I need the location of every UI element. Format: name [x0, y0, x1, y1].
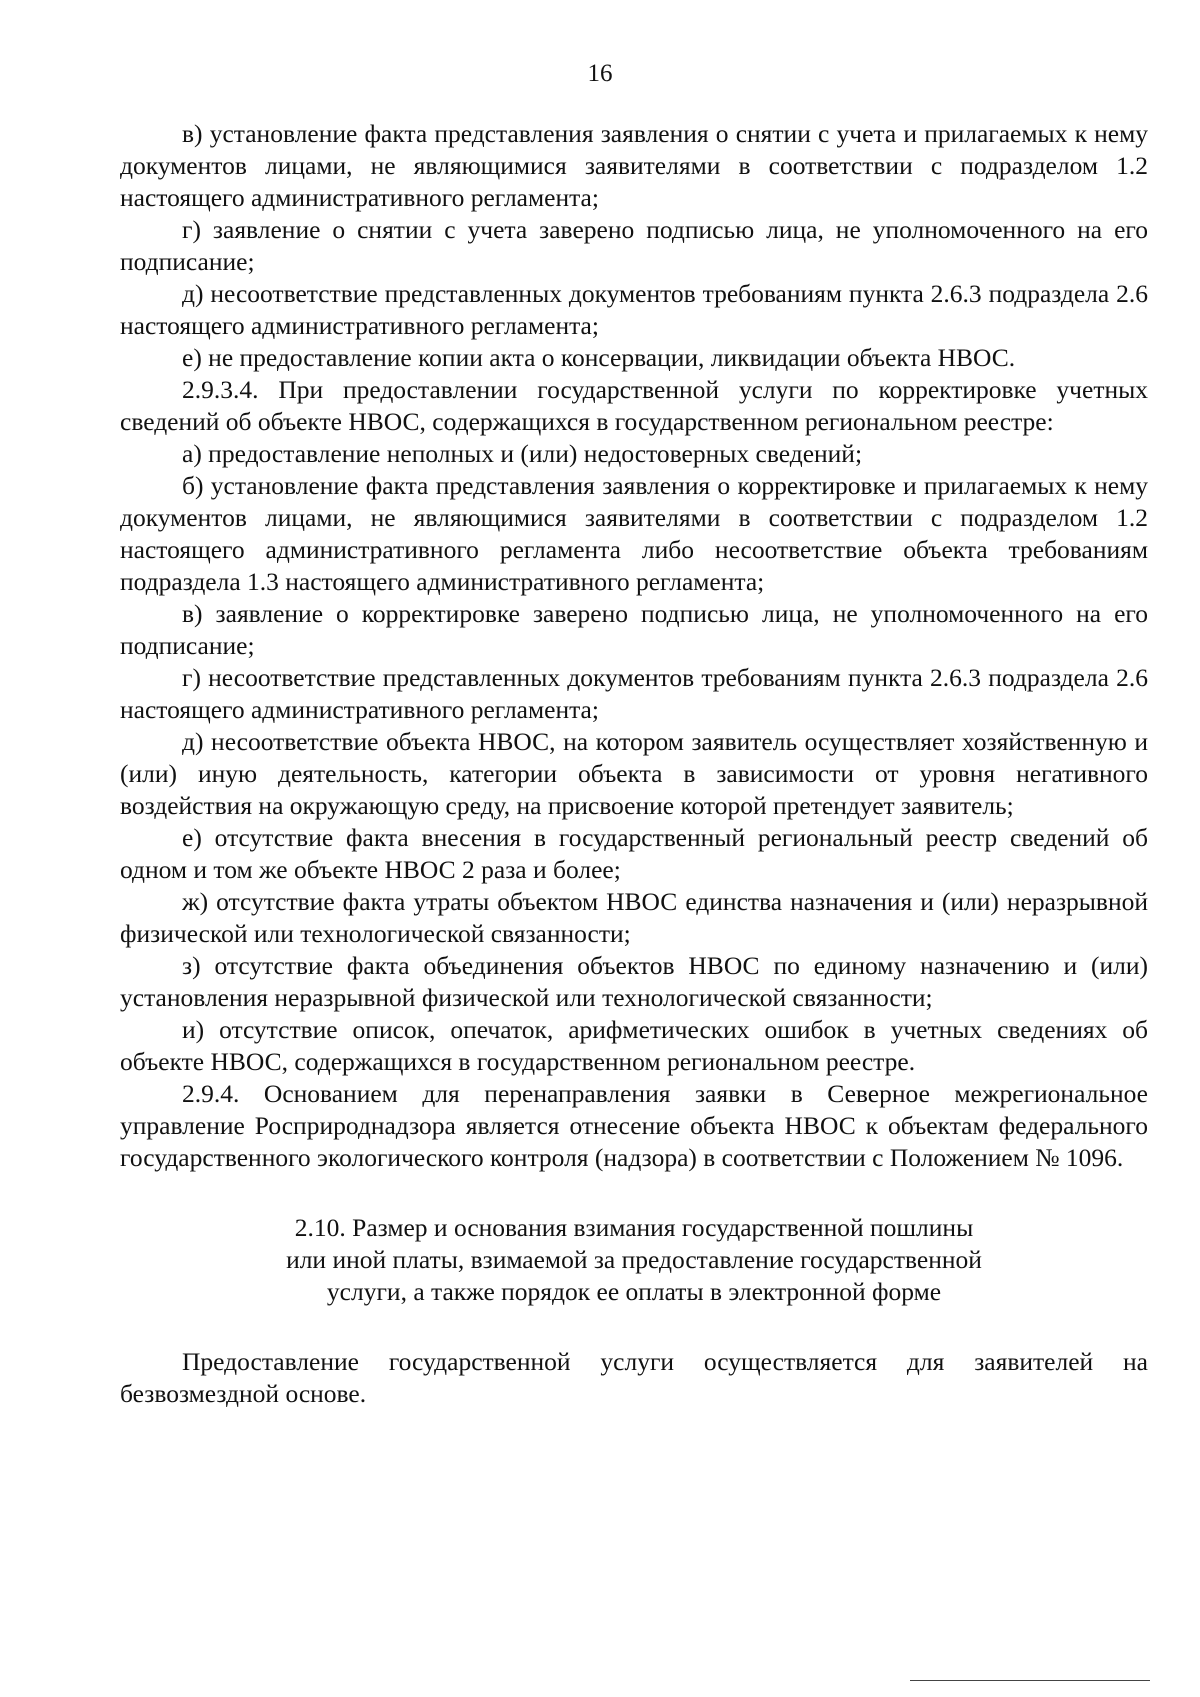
section-heading-2-10: [120, 1212, 1148, 1308]
paragraph-zh-correction: ж) отсутствие факта утраты объектом НВОС единства назначения и (или) неразрывной физической или технологической связанности;: [120, 887, 1148, 948]
paragraph-d-deregistration: д) несоответствие представленных документов требованиям пункта 2.6.3 подраздела 2.6 настоящего административного регламента;: [120, 279, 1148, 340]
section-heading-line: или иной платы, взимаемой за предоставление государственной: [286, 1245, 982, 1274]
footer-divider: [910, 1680, 1150, 1681]
paragraph-v-correction: в) заявление о корректировке заверено подписью лица, не уполномоченного на его подписание;: [120, 599, 1148, 660]
paragraph-v-deregistration: в) установление факта представления заявления о снятии с учета и прилагаемых к нему документов лицами, не являющимися заявителями в соответствии с подразделом 1.2 настоящего административного регламента;: [120, 119, 1148, 212]
paragraph-2-9-4: 2.9.4. Основанием для перенаправления заявки в Северное межрегиональное управление Росприроднадзора является отнесение объекта НВОС к объектам федерального государственного экологического контроля (надзора) в соответствии с Положением № 1096.: [120, 1079, 1148, 1172]
paragraph-b-correction: б) установление факта представления заявления о корректировке и прилагаемых к нему документов лицами, не являющимися заявителями в соответствии с подразделом 1.2 настоящего административного регламента либо несоответствие объекта требованиям подраздела 1.3 настоящего административного регламента;: [120, 471, 1148, 596]
paragraph-a-correction: а) предоставление неполных и (или) недостоверных сведений;: [182, 439, 863, 468]
paragraph-e-deregistration: е) не предоставление копии акта о консервации, ликвидации объекта НВОС.: [182, 343, 1016, 372]
page-number: 16: [587, 60, 613, 87]
paragraph-d-correction: д) несоответствие объекта НВОС, на котором заявитель осуществляет хозяйственную и (или) иную деятельность, категории объекта в зависимости от уровня негативного воздействия на окружающую среду, на присвоение которой претендует заявитель;: [120, 727, 1148, 820]
document-body: [120, 118, 1148, 1410]
paragraph-free-of-charge: Предоставление государственной услуги осуществляется для заявителей на безвозмездной основе.: [120, 1347, 1148, 1408]
paragraph-2-9-3-4: 2.9.3.4. При предоставлении государственной услуги по корректировке учетных сведений об объекте НВОС, содержащихся в государственном региональном реестре:: [120, 375, 1148, 436]
paragraph-g-correction: г) несоответствие представленных документов требованиям пункта 2.6.3 подраздела 2.6 настоящего административного регламента;: [120, 663, 1148, 724]
section-heading-line: 2.10. Размер и основания взимания государственной пошлины: [294, 1213, 974, 1242]
paragraph-g-deregistration: г) заявление о снятии с учета заверено подписью лица, не уполномоченного на его подписание;: [120, 215, 1148, 276]
section-heading-line: услуги, а также порядок ее оплаты в электронной форме: [326, 1277, 942, 1306]
paragraph-e-correction: е) отсутствие факта внесения в государственный региональный реестр сведений об одном и том же объекте НВОС 2 раза и более;: [120, 823, 1148, 884]
paragraph-i-correction: и) отсутствие описок, опечаток, арифметических ошибок в учетных сведениях об объекте НВОС, содержащихся в государственном региональном реестре.: [120, 1015, 1148, 1076]
paragraph-z-correction: з) отсутствие факта объединения объектов НВОС по единому назначению и (или) установления неразрывной физической или технологической связанности;: [120, 951, 1148, 1012]
